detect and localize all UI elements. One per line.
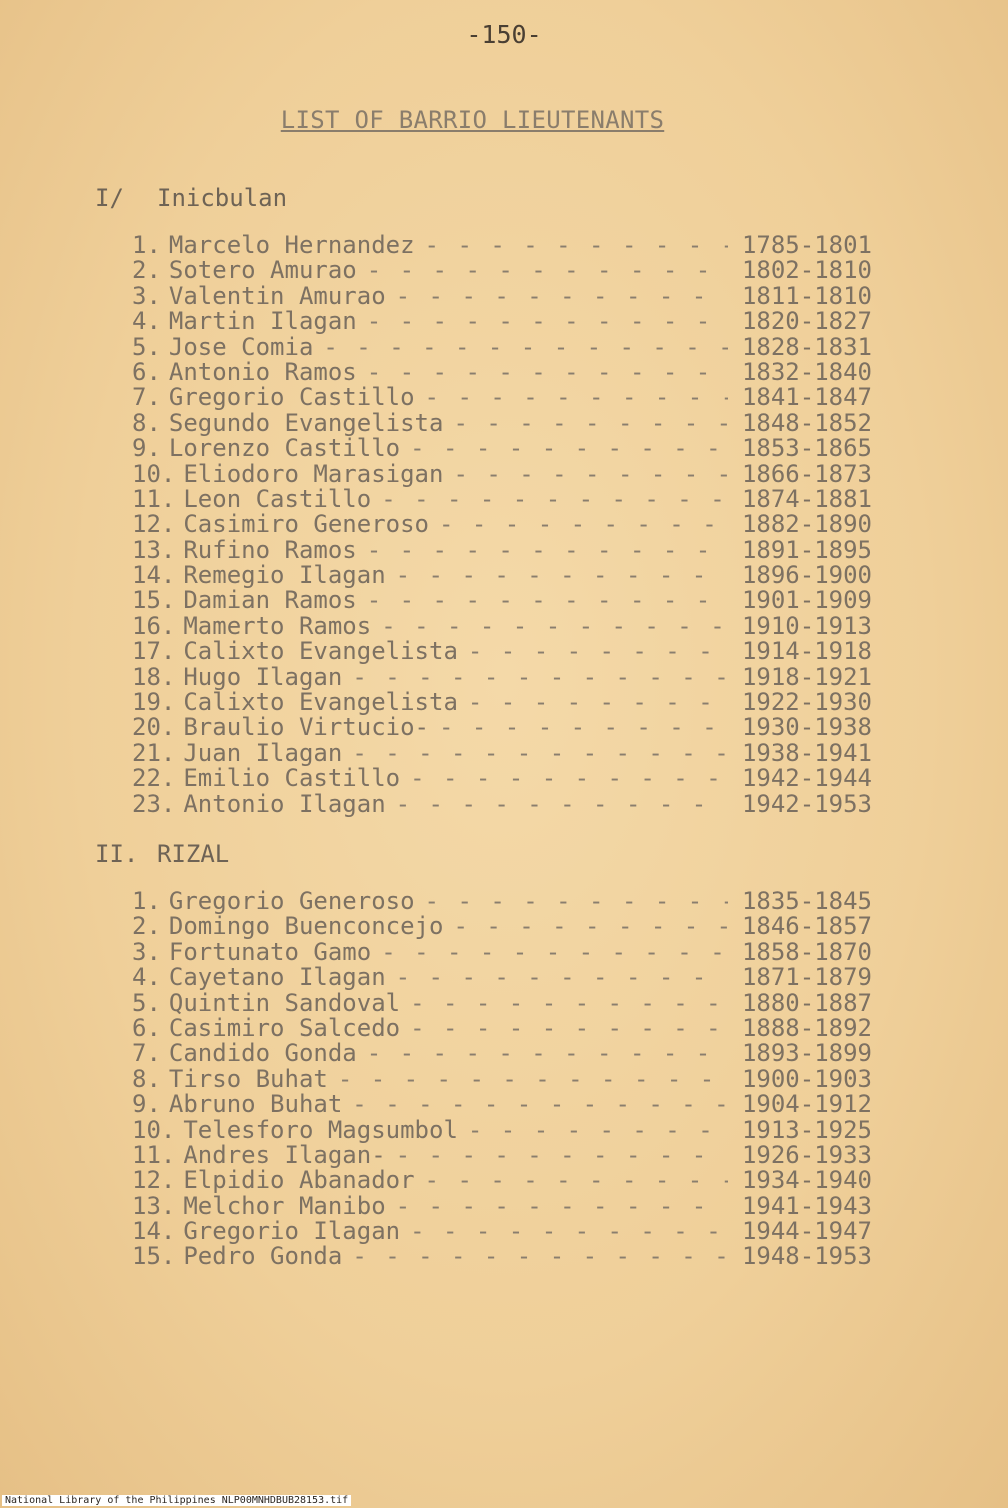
dot-leader <box>352 1244 728 1269</box>
dot-leader <box>453 462 728 487</box>
entry-years: 1874-1881 <box>741 484 872 513</box>
entry-name: Casimiro Salcedo <box>168 1013 401 1042</box>
dot-leader <box>367 360 728 385</box>
entry-number: 22. <box>132 764 176 793</box>
entry-number: 14. <box>132 561 176 590</box>
entry-number: 1. <box>132 231 161 259</box>
list-item <box>132 408 872 437</box>
entry-name: Domingo Buenconcejo <box>168 912 444 941</box>
entry-name: Valentin Amurao <box>168 281 386 310</box>
entry-name: Cayetano Ilagan <box>168 963 386 992</box>
list-item <box>132 309 872 334</box>
entry-years: 1891-1895 <box>741 535 872 564</box>
entry-number: 23. <box>132 789 176 818</box>
list-item <box>132 484 872 513</box>
entry-number: 10. <box>132 459 176 488</box>
list-item <box>132 766 872 791</box>
list-item <box>132 690 872 715</box>
entry-years: 1802-1810 <box>741 256 872 285</box>
entry-years: 1820-1827 <box>741 307 872 336</box>
entry-name: Antonio Ramos <box>168 357 357 386</box>
dot-leader <box>410 1016 728 1041</box>
dot-leader <box>367 588 728 613</box>
entry-name: Antonio Ilagan <box>183 789 386 818</box>
dot-leader <box>425 385 728 410</box>
entry-years: 1882-1890 <box>741 510 872 539</box>
entry-name: Gregorio Castillo <box>168 383 415 412</box>
list-item <box>132 281 872 310</box>
dot-leader <box>352 665 728 690</box>
list-item <box>132 1140 872 1169</box>
lieutenant-list-rizal <box>132 889 872 1270</box>
entry-number: 21. <box>132 738 176 767</box>
list-item <box>132 233 872 258</box>
entry-years: 1900-1903 <box>741 1064 872 1093</box>
entry-name: Fortunato Gamo <box>168 937 372 966</box>
entry-number: 11. <box>132 484 176 513</box>
entry-years: 1866-1873 <box>741 459 872 488</box>
entry-years: 1941-1943 <box>741 1191 872 1220</box>
list-item <box>132 357 872 386</box>
entry-years: 1910-1913 <box>741 611 872 640</box>
entry-number: 1. <box>132 887 161 915</box>
entry-name: Telesforo Magsumbol <box>183 1115 458 1144</box>
list-item <box>132 1115 872 1144</box>
entry-years: 1922-1930 <box>741 688 872 717</box>
dot-leader <box>425 233 728 258</box>
entry-name: Quintin Sandoval <box>168 988 401 1017</box>
entry-name: Jose Comia <box>168 332 314 361</box>
archive-footer: National Library of the Philippines NLP00MNHDBUB28153.tif <box>2 1495 351 1506</box>
entry-years: 1785-1801 <box>741 231 872 259</box>
entry-name: Andres Ilagan- <box>183 1140 386 1169</box>
list-item <box>132 1219 872 1244</box>
entry-name: Eliodoro Marasigan <box>183 459 444 488</box>
entry-years: 1938-1941 <box>741 738 872 767</box>
list-item <box>132 738 872 767</box>
list-item <box>132 258 872 283</box>
list-item <box>132 332 872 361</box>
entry-name: Candido Gonda <box>168 1039 357 1068</box>
dot-leader <box>425 1168 728 1193</box>
entry-number: 16. <box>132 611 176 640</box>
dot-leader <box>396 284 728 309</box>
entry-name: Gregorio Generoso <box>168 887 415 915</box>
dot-leader <box>468 1118 728 1143</box>
entry-name: Elpidio Abanador <box>183 1166 415 1195</box>
entry-years: 1901-1909 <box>741 586 872 615</box>
entry-name: Rufino Ramos <box>183 535 357 564</box>
entry-years: 1904-1912 <box>741 1090 872 1119</box>
dot-leader <box>396 563 728 588</box>
entry-name: Abruno Buhat <box>168 1090 343 1119</box>
dot-leader <box>439 715 728 740</box>
entry-name: Casimiro Generoso <box>183 510 429 539</box>
dot-leader <box>453 914 728 939</box>
entry-number: 15. <box>132 586 176 615</box>
list-item <box>132 914 872 939</box>
entry-number: 9. <box>132 1090 161 1119</box>
section-name: RIZAL <box>157 840 230 868</box>
dot-leader <box>381 487 728 512</box>
entry-name: Remegio Ilagan <box>183 561 386 590</box>
entry-years: 1811-1810 <box>741 281 872 310</box>
entry-number: 13. <box>132 535 176 564</box>
entry-years: 1948-1953 <box>741 1242 872 1271</box>
entry-number: 2. <box>132 256 161 285</box>
list-item <box>132 459 872 488</box>
section-number: II. <box>95 840 139 868</box>
entry-name: Tirso Buhat <box>168 1064 328 1093</box>
dot-leader <box>468 690 728 715</box>
entry-name: Leon Castillo <box>183 484 372 513</box>
entry-number: 7. <box>132 1039 161 1068</box>
dot-leader <box>453 411 728 436</box>
entry-number: 7. <box>132 383 161 412</box>
dot-leader <box>381 614 728 639</box>
entry-name: Emilio Castillo <box>183 764 401 793</box>
entry-years: 1942-1953 <box>741 789 872 818</box>
dot-leader <box>367 1041 728 1066</box>
entry-years: 1942-1944 <box>741 764 872 793</box>
entry-name: Pedro Gonda <box>183 1242 343 1271</box>
entry-years: 1930-1938 <box>741 713 872 742</box>
list-item <box>132 965 872 990</box>
entry-number: 8. <box>132 1064 161 1093</box>
entry-years: 1934-1940 <box>741 1166 872 1195</box>
entry-number: 6. <box>132 357 161 386</box>
list-item <box>132 535 872 564</box>
dot-leader <box>468 639 728 664</box>
list-item <box>132 988 872 1017</box>
entry-number: 17. <box>132 637 176 666</box>
entry-number: 11. <box>132 1140 176 1169</box>
entry-years: 1888-1892 <box>741 1013 872 1042</box>
entry-name: Mamerto Ramos <box>183 611 372 640</box>
dot-leader <box>323 335 728 360</box>
section-heading-2 <box>95 840 229 868</box>
section-heading-1 <box>95 184 287 212</box>
dot-leader <box>396 1143 728 1168</box>
list-item <box>132 1244 872 1269</box>
entry-years: 1828-1831 <box>741 332 872 361</box>
entry-years: 1846-1857 <box>741 912 872 941</box>
entry-number: 12. <box>132 1166 176 1195</box>
list-item <box>132 385 872 410</box>
entry-years: 1944-1947 <box>741 1217 872 1246</box>
list-item <box>132 1168 872 1193</box>
entry-name: Gregorio Ilagan <box>183 1217 401 1246</box>
list-item <box>132 611 872 640</box>
dot-leader <box>338 1067 728 1092</box>
page-title: LIST OF BARRIO LIEUTENANTS <box>280 106 665 134</box>
dot-leader <box>367 309 728 334</box>
dot-leader <box>381 940 728 965</box>
list-item <box>132 563 872 588</box>
list-item <box>132 789 872 818</box>
entry-number: 10. <box>132 1115 176 1144</box>
entry-number: 14. <box>132 1217 176 1246</box>
list-item <box>132 1013 872 1042</box>
entry-number: 3. <box>132 281 161 310</box>
list-item <box>132 1191 872 1220</box>
entry-years: 1871-1879 <box>741 963 872 992</box>
entry-name: Sotero Amurao <box>168 256 357 285</box>
entry-years: 1848-1852 <box>741 408 872 437</box>
dot-leader <box>396 965 728 990</box>
dot-leader <box>352 1092 728 1117</box>
section-number: I/ <box>95 184 124 212</box>
dot-leader <box>410 1219 728 1244</box>
dot-leader <box>425 889 728 914</box>
entry-name: Juan Ilagan <box>183 738 343 767</box>
entry-number: 19. <box>132 688 176 717</box>
list-item <box>132 1064 872 1093</box>
entry-number: 9. <box>132 434 161 463</box>
entry-number: 4. <box>132 307 161 336</box>
entry-number: 20. <box>132 713 176 742</box>
entry-number: 18. <box>132 662 176 691</box>
list-item <box>132 588 872 613</box>
list-item <box>132 1092 872 1117</box>
entry-years: 1853-1865 <box>741 434 872 463</box>
dot-leader <box>367 538 728 563</box>
list-item <box>132 512 872 537</box>
entry-name: Melchor Manibo <box>183 1191 386 1220</box>
lieutenant-list-inicbulan <box>132 233 872 817</box>
entry-years: 1896-1900 <box>741 561 872 590</box>
entry-number: 5. <box>132 332 161 361</box>
dot-leader <box>367 258 728 283</box>
entry-number: 13. <box>132 1191 176 1220</box>
entry-name: Braulio Virtucio- <box>183 713 429 742</box>
entry-number: 4. <box>132 963 161 992</box>
dot-leader <box>410 766 728 791</box>
entry-years: 1835-1845 <box>741 887 872 915</box>
list-item <box>132 715 872 740</box>
dot-leader <box>439 512 728 537</box>
page-number: -150- <box>466 20 542 49</box>
entry-years: 1832-1840 <box>741 357 872 386</box>
entry-name: Damian Ramos <box>183 586 357 615</box>
entry-years: 1926-1933 <box>741 1140 872 1169</box>
dot-leader <box>352 741 728 766</box>
list-item <box>132 937 872 966</box>
entry-years: 1841-1847 <box>741 383 872 412</box>
entry-number: 5. <box>132 988 161 1017</box>
entry-name: Calixto Evangelista <box>183 637 458 666</box>
entry-years: 1914-1918 <box>741 637 872 666</box>
entry-years: 1880-1887 <box>741 988 872 1017</box>
entry-number: 12. <box>132 510 176 539</box>
list-item <box>132 1041 872 1066</box>
entry-name: Marcelo Hernandez <box>168 231 415 259</box>
dot-leader <box>396 1194 728 1219</box>
dot-leader <box>410 991 728 1016</box>
section-name: Inicbulan <box>157 184 288 212</box>
entry-number: 6. <box>132 1013 161 1042</box>
entry-name: Segundo Evangelista <box>168 408 444 437</box>
entry-name: Lorenzo Castillo <box>168 434 401 463</box>
list-item <box>132 889 872 914</box>
list-item <box>132 639 872 664</box>
entry-number: 8. <box>132 408 161 437</box>
entry-years: 1918-1921 <box>741 662 872 691</box>
entry-name: Hugo Ilagan <box>183 662 343 691</box>
dot-leader <box>410 436 728 461</box>
entry-number: 15. <box>132 1242 176 1271</box>
entry-years: 1893-1899 <box>741 1039 872 1068</box>
list-item <box>132 436 872 461</box>
dot-leader <box>396 792 728 817</box>
entry-number: 2. <box>132 912 161 941</box>
list-item <box>132 662 872 691</box>
entry-years: 1858-1870 <box>741 937 872 966</box>
entry-name: Martin Ilagan <box>168 307 357 336</box>
entry-years: 1913-1925 <box>741 1115 872 1144</box>
entry-number: 3. <box>132 937 161 966</box>
entry-name: Calixto Evangelista <box>183 688 458 717</box>
